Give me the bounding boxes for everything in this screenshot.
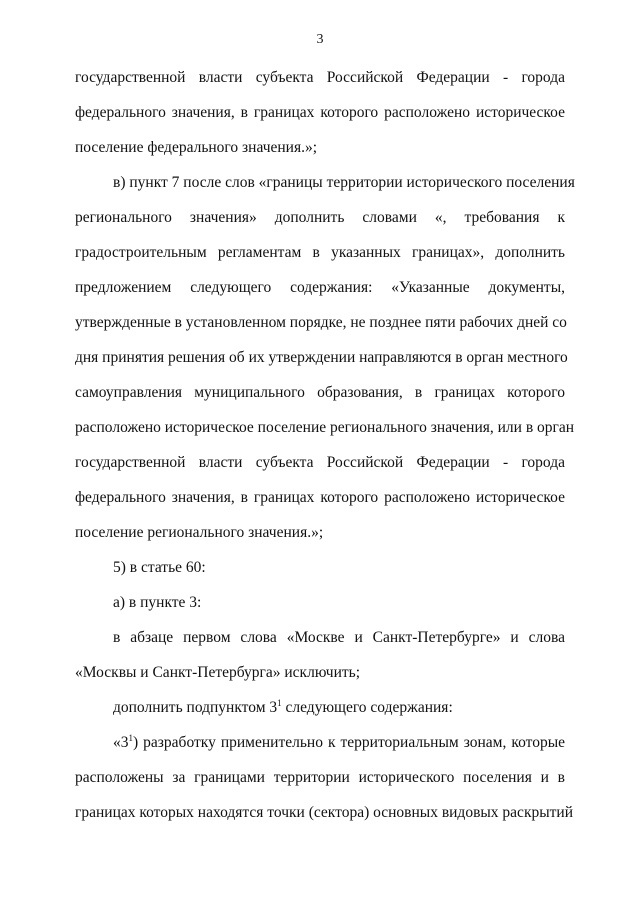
text-line: в) пункт 7 после слов «границы территории исторического поселения <box>113 174 575 191</box>
text-fragment: дополнить подпунктом 3 <box>113 699 278 716</box>
text-line: регионального значения» дополнить словами «, требования к <box>75 209 565 226</box>
text-line: границах которых находятся точки (сектора) основных видовых раскрытий <box>75 804 573 821</box>
page-number: 3 <box>316 32 324 47</box>
text-line: самоуправления муниципального образования, в границах которого <box>75 384 565 401</box>
text-fragment: ) разработку применительно к территориальным зонам, которые <box>133 734 565 751</box>
text-fragment: «3 <box>113 734 129 751</box>
text-fragment: следующего содержания: <box>281 699 453 716</box>
text-line-with-superscript <box>113 698 565 718</box>
text-line: дня принятия решения об их утверждении направляются в орган местного <box>75 349 568 366</box>
text-line: градостроительным регламентам в указанных границах», дополнить <box>75 244 565 261</box>
text-line: поселение федерального значения.»; <box>75 139 318 156</box>
text-line: расположено историческое поселение регионального значения, или в орган <box>75 419 575 436</box>
text-line: государственной власти субъекта Российской Федерации - города <box>75 454 565 471</box>
text-line: федерального значения, в границах которого расположено историческое <box>75 489 565 506</box>
text-line: поселение регионального значения.»; <box>75 524 324 541</box>
superscript: 1 <box>128 732 133 743</box>
text-line: в абзаце первом слова «Москве и Санкт-Петербурге» и слова <box>113 629 565 646</box>
text-line: 5) в статье 60: <box>113 559 206 576</box>
text-line: а) в пункте 3: <box>113 594 202 611</box>
text-line-with-superscript <box>113 733 565 753</box>
text-line: «Москвы и Санкт-Петербурга» исключить; <box>75 664 361 681</box>
text-line: утвержденные в установленном порядке, не позднее пяти рабочих дней со <box>75 314 567 331</box>
superscript: 1 <box>277 697 282 708</box>
text-line: федерального значения, в границах которого расположено историческое <box>75 104 565 121</box>
text-line: расположены за границами территории исторического поселения и в <box>75 769 565 786</box>
text-line: предложением следующего содержания: «Указанные документы, <box>75 279 565 296</box>
text-line: государственной власти субъекта Российской Федерации - города <box>75 69 565 86</box>
